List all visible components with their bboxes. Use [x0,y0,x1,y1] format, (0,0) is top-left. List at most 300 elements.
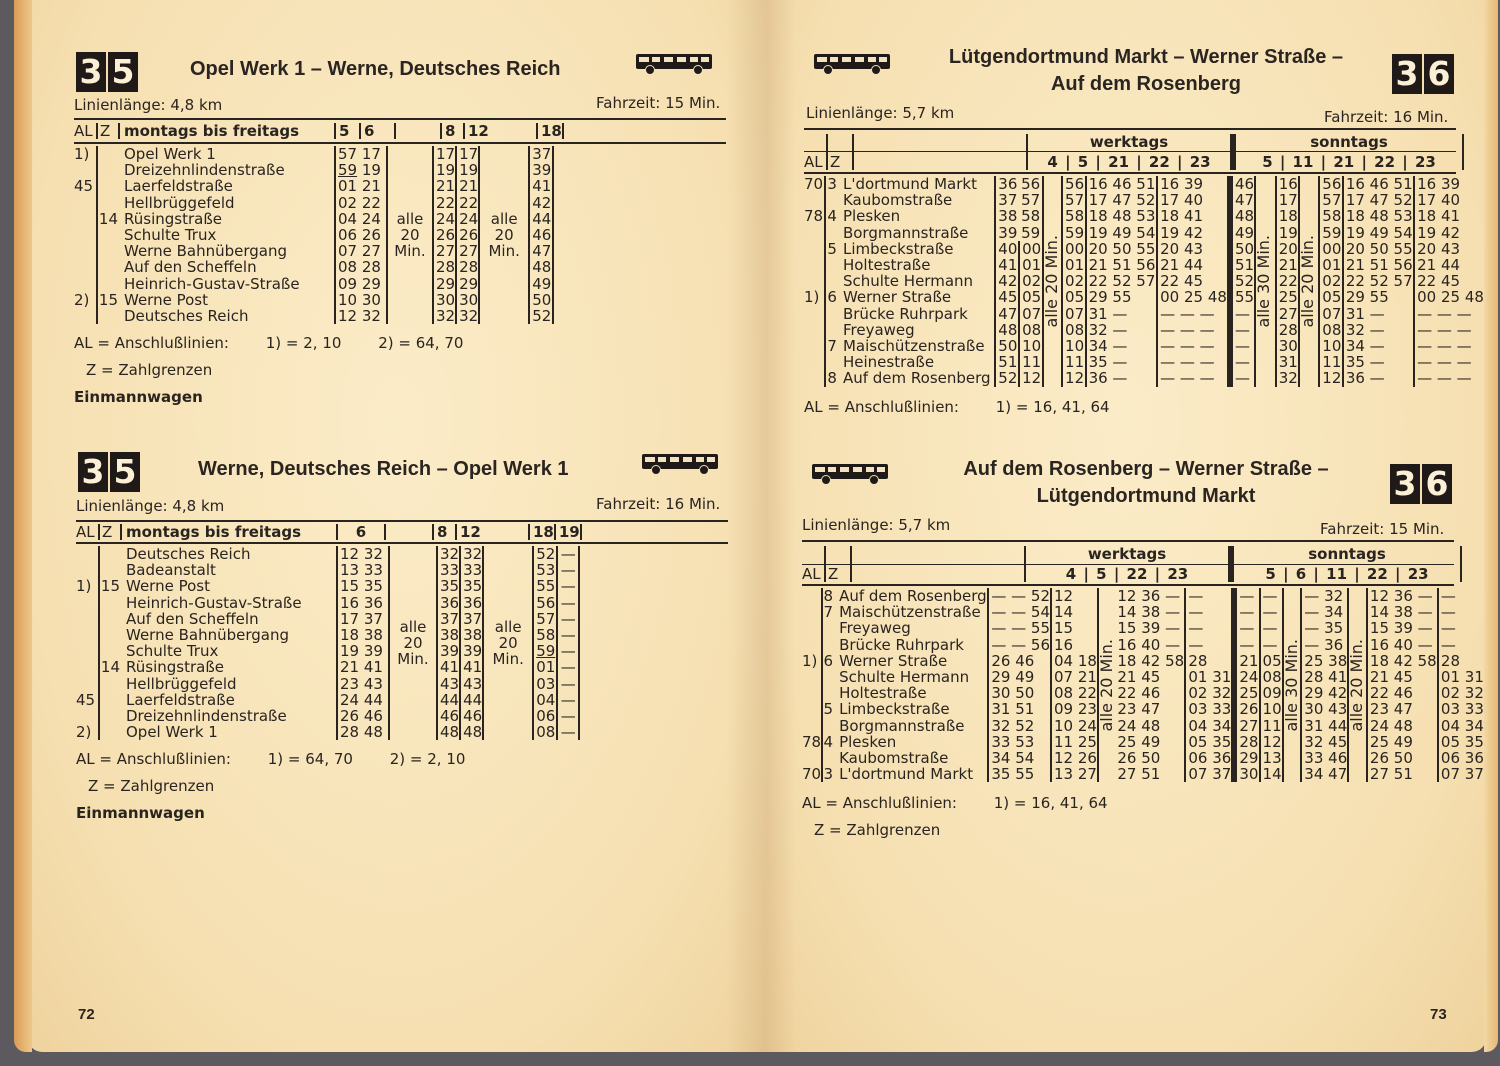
time-cell: 32 52 [988,718,1051,734]
sonntags-header: sonntags [1233,134,1463,150]
table-row [802,734,1485,750]
z-cell: 4 [825,208,839,224]
al-cell [76,627,99,643]
time-cell: 38 [995,208,1019,224]
al-cell [802,750,822,766]
time-cell: 39 [437,643,460,659]
al-cell [802,685,822,701]
col-al: AL [76,523,95,541]
stop-name: Laerfeldstraße [126,690,235,709]
time-cell: 05 [1260,653,1283,669]
z-cell: 15 [100,577,120,596]
time-cell: 31 51 [988,701,1051,717]
col-service: montags bis freitags [121,524,337,540]
al-cell [802,701,822,717]
divider [802,584,1454,586]
table-row [802,588,1485,604]
hour-header: 6 [337,524,385,540]
time-cell: — 35 [1301,620,1348,636]
z-cell: 3 [823,765,834,784]
time-cell: 26 [433,227,456,243]
col-z: Z [827,150,853,170]
stop-name: Laerfeldstraße [124,177,233,196]
time-cell: 48 [460,724,483,740]
time-cell: 29 49 [988,669,1051,685]
time-cell: 43 [460,676,483,692]
time-cell: 28 48 [337,724,389,740]
stop-name: Heinrich-Gustav-Straße [126,593,302,612]
time-cell: 20 43 [1414,241,1485,257]
time-cell: — [557,562,579,578]
time-cell: 13 [1260,750,1283,766]
time-cell: — [1230,370,1256,386]
time-cell: 02 [1319,273,1343,289]
legend-z: Z = Zahlgrenzen [88,777,215,795]
z-cell [825,322,839,338]
time-cell: 21 51 56 [1086,257,1158,273]
stop-name: Hellbrüggefeld [126,674,237,693]
stop-name: Schulte Hermann [839,668,970,687]
al-cell: 2) [76,723,92,742]
time-cell: 12 [1319,370,1343,386]
time-cell: 24 44 [337,692,389,708]
time-cell: 32 — [1086,322,1158,338]
time-cell: — [1185,588,1234,604]
time-cell: 36 [995,176,1019,192]
time-cell: 27 51 [1367,766,1438,782]
time-cell: 17 40 [1157,192,1230,208]
z-cell: 6 [823,651,834,670]
stop-name: Heinrich-Gustav-Straße [124,274,300,293]
time-cell: 51 [1230,257,1256,273]
stop-name: Plesken [842,207,901,226]
time-cell: 03 33 [1185,701,1234,717]
time-cell: 32 [1276,370,1300,386]
table-row [802,653,1485,669]
time-cell: 08 [533,724,557,740]
time-cell: 18 42 58 [1117,651,1185,670]
travel-time: Fahrzeit: 15 Min. [596,94,721,112]
time-cell: 17 [1276,192,1300,208]
time-cell: 18 38 [337,627,389,643]
time-cell: 24 [456,211,479,227]
stop-name: Schulte Trux [124,226,217,245]
time-cell: 32 [437,546,460,562]
time-cell: 24 [433,211,456,227]
time-cell: 26 46 [988,653,1051,669]
time-cell: 15 39 — [1367,620,1438,636]
stop-name: Brücke Ruhrpark [842,304,968,323]
timetable-body [804,176,1486,387]
stop-name: Maischützenstraße [842,337,985,356]
time-cell: — [1230,338,1256,354]
time-cell: 40 [995,241,1019,257]
col-al: AL [74,122,93,140]
line-digit: 6 [1424,54,1454,94]
time-cell: 33 [437,562,460,578]
time-cell: 41 [437,659,460,675]
timetable-header [76,524,582,540]
time-cell: 30 43 [1301,701,1348,717]
time-cell: 58 [1062,208,1086,224]
stop-name: Holtestraße [842,256,931,275]
time-cell: — — 54 [988,604,1051,620]
time-cell: 21 44 [1414,257,1485,273]
time-cell: 08 [1319,322,1343,338]
z-cell [825,306,839,322]
time-cell: 06 [533,708,557,724]
stop-name: Werne Post [126,577,210,596]
legend-note: 1) = 2, 10 [265,334,342,352]
time-cell: 57 [533,611,557,627]
table-row [802,718,1485,734]
time-cell: 25 [1276,289,1300,305]
table-row [804,241,1485,257]
bus-icon [810,462,890,486]
time-cell: 59 [1062,225,1086,241]
time-cell: 04 24 [335,211,387,227]
al-cell [802,588,822,604]
time-cell: 52 [529,308,553,324]
table-row [802,620,1485,636]
time-cell: — [1185,620,1234,636]
time-cell: — [557,595,579,611]
time-cell: 08 28 [335,259,387,275]
time-cell: 05 [1319,289,1343,305]
route-title-line: Auf dem Rosenberg – Werner Straße – [963,458,1329,480]
stop-name [853,150,1027,170]
time-cell: 27 [433,243,456,259]
legend-al: AL = Anschlußlinien: [74,334,229,352]
time-cell: 01 [1019,257,1043,273]
travel-time: Fahrzeit: 16 Min. [596,495,721,513]
time-cell: 12 [1062,370,1086,386]
time-cell: 04 34 [1438,718,1485,734]
al-cell: 1) [802,651,818,670]
time-cell: 59 [1319,225,1343,241]
time-cell: 44 [529,211,553,227]
hour-header: 12 [464,123,537,139]
time-cell: 39 [460,643,483,659]
time-cell: 56 [1021,175,1041,193]
stop-name [853,134,1027,150]
time-cell: 19 39 [337,643,389,659]
time-cell: 25 38 [1301,653,1348,669]
time-cell: 23 47 [1117,700,1161,719]
page-number: 73 [1430,1006,1447,1023]
z-cell: 7 [825,338,839,354]
time-cell: 10 24 [1051,718,1098,734]
time-cell: 37 [529,146,553,162]
stop-name: Hellbrüggefeld [124,193,235,212]
z-cell [825,257,839,273]
timetable-body [802,588,1486,782]
stop-name: Werner Straße [842,288,952,307]
z-cell [99,692,122,708]
stop-name: Rüsingstraße [124,209,222,228]
time-cell: 52 [995,370,1019,386]
time-cell: 24 [1234,669,1259,685]
stop-name: Opel Werk 1 [126,723,218,742]
z-cell: 3 [825,176,839,192]
time-cell: 11 25 [1051,734,1098,750]
al-cell [804,257,825,273]
al-cell: 45 [74,177,94,196]
route-length: Linienlänge: 5,7 km [802,516,951,534]
time-cell: — — — [1157,322,1230,338]
time-cell: 58 [533,627,557,643]
z-cell [97,162,120,178]
al-cell [802,669,822,685]
line-badge [78,452,140,492]
time-cell: — — — [1414,354,1485,370]
time-cell: 28 [1276,322,1300,338]
left-page [28,0,766,1052]
z-cell [97,243,120,259]
time-cell: 12 26 [1051,750,1098,766]
header-row [804,134,1463,150]
time-cell: — — 56 [988,637,1051,653]
table-row [802,685,1485,701]
stop-name: Auf dem Rosenberg [839,587,987,605]
z-cell [97,195,120,211]
time-cell: — — — [1414,306,1485,322]
time-cell: 10 [1019,338,1043,354]
time-cell: 27 [1234,718,1259,734]
time-cell: 23 43 [337,676,389,692]
col-z: Z [99,524,121,540]
legend-note: 1) = 16, 41, 64 [995,398,1110,416]
time-cell: 42 [995,273,1019,289]
time-cell: 19 49 54 [1086,225,1158,241]
time-cell: — [1260,620,1283,636]
time-cell: 39 [995,225,1019,241]
z-cell [99,562,122,578]
time-cell: 27 [1276,306,1300,322]
time-cell: — [1185,604,1234,620]
timetable-header [802,546,1462,582]
werktags-hours: 4 | 5 | 21 | 22 | 23 [1027,150,1233,170]
interval-note: alle 20 Min. [1043,176,1062,387]
time-cell: 33 46 [1301,750,1348,766]
timetable-header [74,123,564,139]
time-cell: 14 38 — [1117,603,1181,622]
time-cell: 11 [1019,354,1043,370]
z-cell: 5 [823,700,834,719]
col-al: AL [802,565,821,584]
time-cell: 30 [1234,766,1259,782]
time-cell: 22 [433,195,456,211]
z-cell [822,718,835,734]
al-cell [76,611,99,627]
time-cell: 11 [1319,354,1343,370]
z-cell [99,627,122,643]
z-cell [822,620,835,636]
stop-name: Rüsingstraße [126,658,224,677]
time-cell: 32 [433,308,456,324]
time-cell: 24 48 [1367,718,1438,734]
time-cell: 19 [433,162,456,178]
stop-name: L'dortmund Markt [839,765,974,784]
time-cell: 55 [1230,289,1256,305]
time-cell: 56 [1319,176,1343,192]
time-cell: 15 [1051,620,1098,636]
time-cell: — [1438,604,1485,620]
page-number: 72 [78,1006,95,1023]
interval-note: alle 20 Min. [387,146,433,324]
time-cell: 25 49 [1117,732,1161,751]
time-cell: 31 — [1343,306,1414,322]
stop-name: Borgmannstraße [842,223,969,242]
z-cell [99,643,122,659]
werktags-hours: 4 | 5 | 22 | 23 [1025,562,1231,582]
time-cell: 41 [995,257,1019,273]
time-cell: 03 [533,676,557,692]
time-cell: 12 [1260,734,1283,750]
interval-note: alle 30 Min. [1255,176,1275,387]
line-digit: 3 [78,452,108,492]
hour-header: 18 [537,123,563,139]
time-cell: — — 52 [988,588,1051,604]
al-cell: 1) [76,577,92,596]
time-cell: 31 [1276,354,1300,370]
time-cell: 37 [995,192,1019,208]
interval-note: alle 20 Min. [389,546,437,740]
al-cell [804,354,825,370]
time-cell: 10 [1062,338,1086,354]
time-cell: 36 [460,595,483,611]
time-cell: 12 36 — [1117,587,1181,605]
time-cell: 22 [456,195,479,211]
time-cell: 02 22 [335,195,387,211]
time-cell: 58 [1021,207,1041,226]
time-cell: 35 [460,578,483,594]
z-cell [97,178,120,194]
table-row [804,289,1485,305]
time-cell: — [1234,588,1259,604]
al-cell [804,322,825,338]
time-cell: 28 [1185,653,1234,669]
time-cell: 02 32 [1185,685,1234,701]
legend [802,790,1108,844]
time-cell: 17 [456,146,479,162]
legend [804,394,1110,421]
time-cell: 22 45 [1157,273,1230,289]
time-cell: 17 [433,146,456,162]
time-cell: 25 49 [1367,734,1438,750]
time-cell: — 34 [1301,604,1348,620]
table-row [804,192,1485,208]
time-cell: 46 [437,708,460,724]
time-cell: 49 [529,276,553,292]
header-row [802,546,1461,562]
time-cell: 22 52 57 [1343,273,1414,289]
right-page [766,0,1486,1052]
time-cell: 48 [995,322,1019,338]
time-cell: 57 17 [335,146,387,162]
divider [804,128,1456,130]
time-cell: 29 [433,276,456,292]
time-cell: 41 [529,178,553,194]
time-cell: 27 51 [1117,765,1161,784]
al-cell [74,243,97,259]
time-cell: 23 47 [1367,701,1438,717]
line-digit: 3 [76,52,106,92]
time-cell: 11 [1260,718,1283,734]
time-cell: — [557,692,579,708]
time-cell: 29 [456,276,479,292]
time-cell: 00 25 48 [1414,289,1485,305]
time-cell: 00 25 48 [1157,289,1230,305]
time-cell: 48 [1230,208,1256,224]
table-row [802,604,1485,620]
time-cell: 04 34 [1185,718,1234,734]
time-cell: 26 46 [337,708,389,724]
z-cell [97,259,120,275]
z-cell [825,192,839,208]
legend-note: 1) = 16, 41, 64 [993,794,1108,812]
line-digit: 3 [1390,464,1420,504]
time-cell: 55 [533,578,557,594]
z-cell [822,637,835,653]
stop-name: Schulte Hermann [842,272,974,291]
time-cell: 46 [1230,176,1256,192]
time-cell: 16 [1051,637,1098,653]
al-cell [804,192,825,208]
al-cell [76,643,99,659]
time-cell: 22 [1276,273,1300,289]
time-cell: 32 — [1343,322,1414,338]
time-cell: 09 [1260,685,1283,701]
time-cell: 25 [1234,685,1259,701]
table-row [804,370,1485,386]
sonntags-hours: 5 | 6 | 11 | 22 | 23 [1231,562,1461,582]
time-cell: 36 — [1086,370,1158,386]
table-row [74,146,553,162]
time-cell: — — — [1157,354,1230,370]
time-cell: 57 [1021,191,1041,210]
time-cell: 07 [1319,306,1343,322]
time-cell: 43 [437,676,460,692]
time-cell: 59 19 [335,162,387,178]
time-cell: 18 48 53 [1343,208,1414,224]
line-badge [1392,54,1454,94]
time-cell: 08 [1019,322,1043,338]
hour-header: 6 [360,123,395,139]
line-badge [76,52,138,92]
z-cell [97,276,120,292]
time-cell: — [1438,637,1485,653]
interval-note: alle 30 Min. [1281,638,1301,732]
stop-name: Dreizehnlindenstraße [126,707,287,726]
al-cell: 78 [802,732,822,751]
stop-name: Dreizehnlindenstraße [124,161,285,180]
time-cell: — [1260,588,1283,604]
time-cell: — [1234,620,1259,636]
time-cell: — — — [1157,370,1230,386]
z-cell [825,273,839,289]
z-cell [99,546,122,562]
time-cell: 01 [1062,257,1086,273]
time-cell: 35 55 [988,766,1051,782]
al-cell [76,659,99,675]
col-al: AL [804,153,823,172]
time-cell: 37 [437,611,460,627]
time-cell: 52 [1230,273,1256,289]
timetable-body [76,546,580,740]
divider [804,172,1456,174]
sonntags-hours: 5 | 11 | 21 | 22 | 23 [1233,150,1463,170]
